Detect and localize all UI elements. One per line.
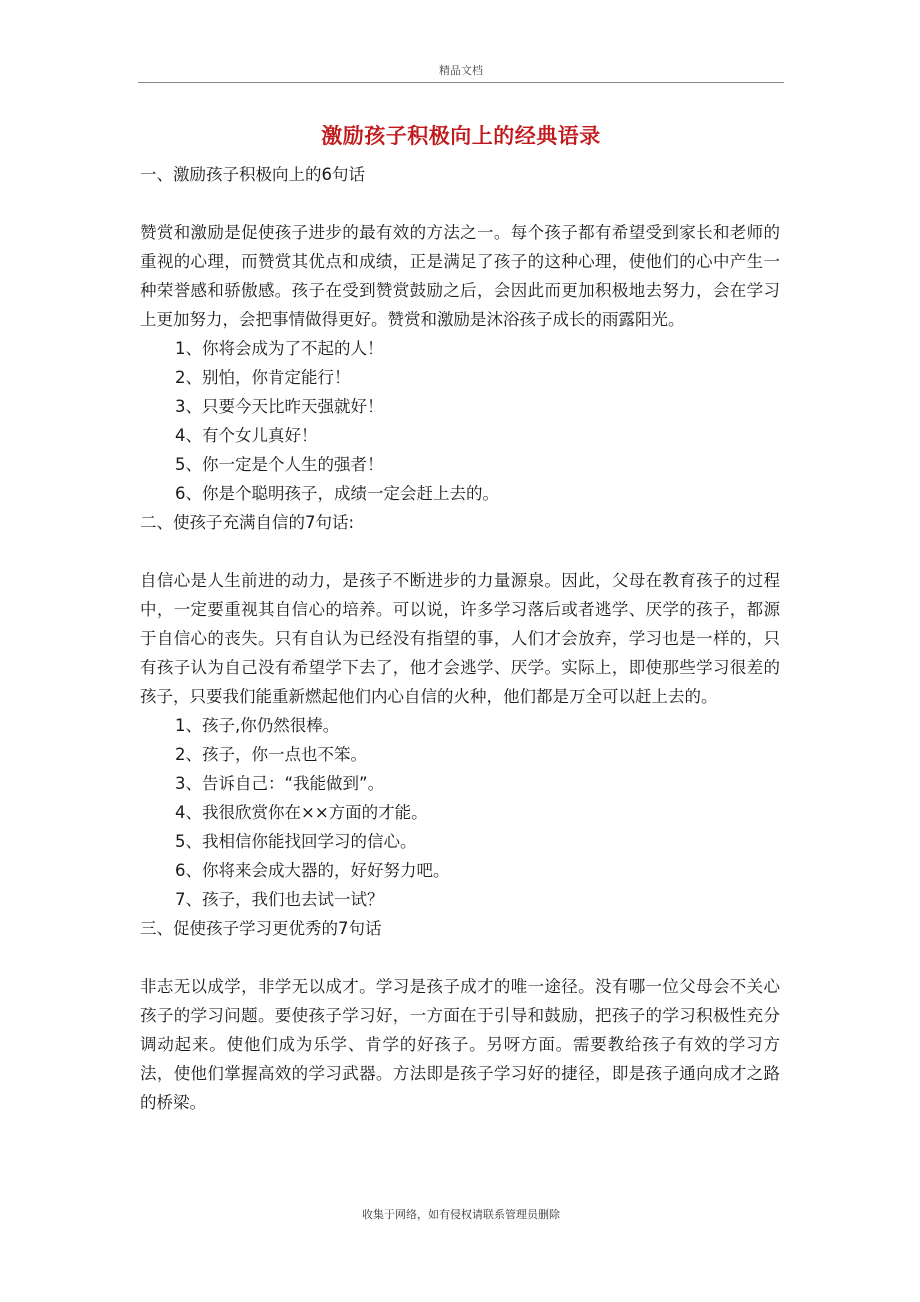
section-3 — [140, 914, 780, 1117]
blank-line — [140, 943, 780, 972]
section-paragraph: 赞赏和激励是促使孩子进步的最有效的方法之一。每个孩子都有希望受到家长和老师的重视的心理，而赞赏其优点和成绩，正是满足了孩子的这种心理，使他们的心中产生一种荣誉感和骄傲感。孩子在受到赞赏鼓励之后，会因此而更加积极地去努力，会在学习上更加努力，会把事情做得更好。赞赏和激励是沐浴孩子成长的雨露阳光。 — [140, 223, 780, 329]
list-item: 4、我很欣赏你在××方面的才能。 — [175, 803, 428, 822]
quote-list — [140, 711, 780, 914]
list-item: 1、你将会成为了不起的人！ — [175, 339, 384, 358]
section-paragraph: 自信心是人生前进的动力，是孩子不断进步的力量源泉。因此，父母在教育孩子的过程中，一定要重视其自信心的培养。可以说，许多学习落后或者逃学、厌学的孩子，都源于自信心的丧失。只有自认为已经没有指望的事，人们才会放弃，学习也是一样的，只有孩子认为自己没有希望学下去了，他才会逃学、厌学。实际上，即使那些学习很差的孩子，只要我们能重新燃起他们内心自信的火种，他们都是万全可以赶上去的。 — [140, 571, 780, 706]
page-header — [138, 62, 784, 83]
list-item: 3、只要今天比昨天强就好！ — [175, 397, 384, 416]
list-item: 6、你是个聪明孩子，成绩一定会赶上去的。 — [175, 484, 499, 503]
list-item: 2、孩子，你一点也不笨。 — [175, 745, 367, 764]
list-item: 6、你将来会成大器的，好好努力吧。 — [175, 861, 450, 880]
document-title: 激励孩子积极向上的经典语录 — [321, 124, 601, 148]
document-body — [140, 160, 780, 1117]
blank-line — [140, 189, 780, 218]
footer-text: 收集于网络，如有侵权请联系管理员删除 — [362, 1208, 560, 1221]
list-item: 2、别怕，你肯定能行！ — [175, 368, 351, 387]
list-item: 4、有个女儿真好！ — [175, 426, 318, 445]
list-item: 5、你一定是个人生的强者！ — [175, 455, 384, 474]
section-1 — [140, 160, 780, 508]
section-paragraph: 非志无以成学，非学无以成才。学习是孩子成才的唯一途径。没有哪一位父母会不关心孩子的学习问题。要使孩子学习好，一方面在于引导和鼓励，把孩子的学习积极性充分调动起来。使他们成为乐学、肯学的好孩子。另呀方面。需要教给孩子有效的学习方法，使他们掌握高效的学习武器。方法即是孩子学习好的捷径，即是孩子通向成才之路的桥梁。 — [140, 977, 780, 1112]
quote-list — [140, 334, 780, 508]
list-item: 3、告诉自己：“我能做到”。 — [175, 774, 385, 793]
section-2 — [140, 508, 780, 914]
header-text: 精品文档 — [439, 64, 483, 77]
section-heading: 一、激励孩子积极向上的6句话 — [140, 165, 365, 184]
list-item: 7、孩子，我们也去试一试？ — [175, 890, 384, 909]
blank-line — [140, 537, 780, 566]
page-footer — [138, 1206, 784, 1222]
section-heading: 二、使孩子充满自信的7句话: — [140, 513, 355, 532]
list-item: 5、我相信你能找回学习的信心。 — [175, 832, 417, 851]
section-heading: 三、促使孩子学习更优秀的7句话 — [140, 919, 382, 938]
list-item: 1、孩子,你仍然很棒。 — [175, 716, 340, 735]
